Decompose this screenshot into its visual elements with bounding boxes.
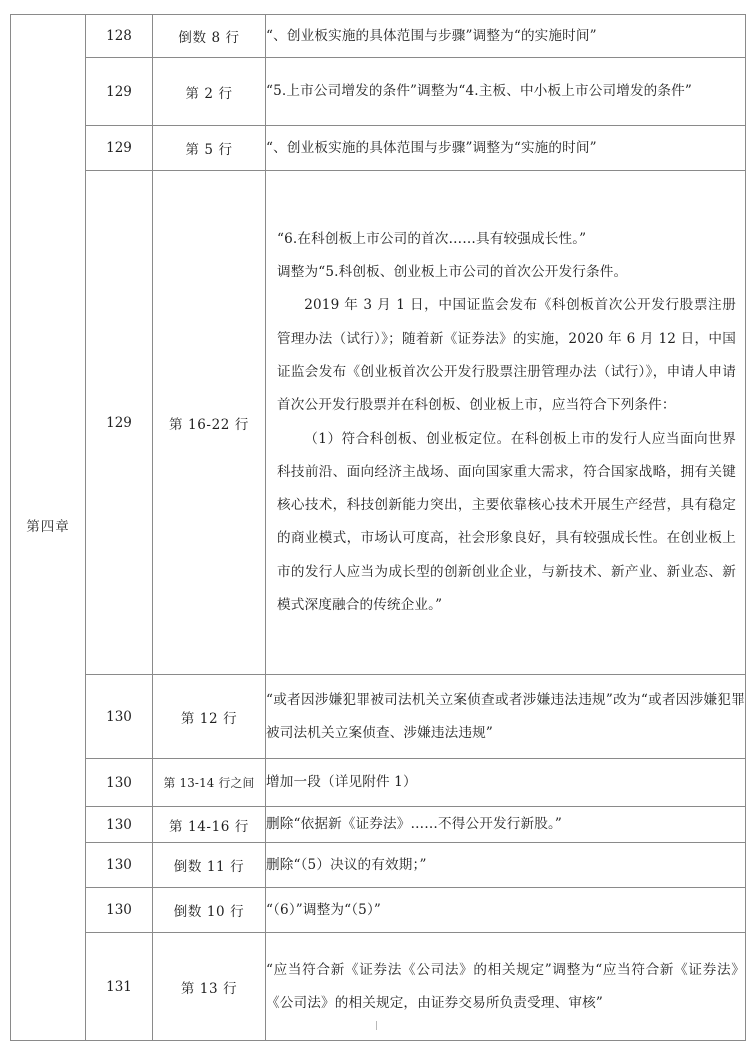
table-row	[11, 675, 746, 759]
description-cell	[266, 807, 746, 843]
page-footer-mark	[376, 1021, 377, 1030]
table-row	[11, 58, 746, 126]
description-line: “（6）”调整为“（5）”	[266, 901, 382, 918]
description-cell	[266, 58, 746, 126]
description-paragraph: 2019 年 3 月 1 日，中国证监会发布《科创板首次公开发行股票注册管理办法（试行）》；随着新《证券法》的实施，2020 年 6 月 12 日，中国证监会发布《创业板首次公开发行股票注册管理办法（试行）》，申请人申请首次公开发行股票并在科创板、创业板上市，应当符合下列条件：	[277, 297, 736, 414]
table-row	[11, 759, 746, 807]
page-number-cell: 129	[86, 171, 153, 675]
line-reference-cell: 第 12 行	[153, 675, 266, 759]
description-cell	[266, 15, 746, 58]
description-cell	[266, 126, 746, 171]
line-reference-cell: 第 13 行	[153, 933, 266, 1041]
page-number-cell: 130	[86, 759, 153, 807]
page-number-cell: 129	[86, 58, 153, 126]
page-number-cell: 128	[86, 15, 153, 58]
description-line: “应当符合新《证券法《公司法》的相关规定”调整为“应当符合新《证券法》《公司法》的相关规定，由证券交易所负责受理、审核”	[266, 962, 745, 1011]
description-cell	[266, 888, 746, 933]
table-row	[11, 888, 746, 933]
table-row	[11, 15, 746, 58]
table-row	[11, 807, 746, 843]
page-number-cell: 129	[86, 126, 153, 171]
line-reference-cell: 第 14-16 行	[153, 807, 266, 843]
description-line: 删除“依据新《证券法》……不得公开发行新股。”	[266, 816, 563, 833]
description-cell	[266, 171, 746, 675]
description-line: “5.上市公司增发的条件”调整为“4.主板、中小板上市公司增发的条件”	[266, 83, 693, 100]
table-row	[11, 171, 746, 675]
line-reference-cell: 倒数 11 行	[153, 843, 266, 888]
description-cell	[266, 675, 746, 759]
line-reference-cell: 第 13-14 行之间	[153, 759, 266, 807]
description-line: “或者因涉嫌犯罪被司法机关立案侦查或者涉嫌违法违规”改为“或者因涉嫌犯罪被司法机关立案侦查、涉嫌违法违规”	[266, 692, 745, 741]
description-line: “、创业板实施的具体范围与步骤”调整为“的实施时间”	[266, 27, 597, 44]
table-row	[11, 126, 746, 171]
line-reference-cell: 第 5 行	[153, 126, 266, 171]
table-body	[11, 15, 746, 1041]
description-paragraph: “6.在科创板上市公司的首次……具有较强成长性。”	[277, 230, 587, 247]
description-paragraph: （1）符合科创板、创业板定位。在科创板上市的发行人应当面向世界科技前沿、面向经济主战场、面向国家重大需求，符合国家战略，拥有关键核心技术，科技创新能力突出，主要依靠核心技术开展生产经营，具有稳定的商业模式，市场认可度高，社会形象良好，具有较强成长性。在创业板上市的发行人应当为成长型的创新创业企业，与新技术、新产业、新业态、新模式深度融合的传统企业。”	[277, 430, 736, 613]
table-row	[11, 843, 746, 888]
revision-table	[10, 14, 746, 1041]
line-reference-cell: 倒数 8 行	[153, 15, 266, 58]
page-number-cell: 130	[86, 888, 153, 933]
page-number-cell: 130	[86, 807, 153, 843]
page-number-cell: 130	[86, 843, 153, 888]
line-reference-cell: 第 2 行	[153, 58, 266, 126]
table-row	[11, 933, 746, 1041]
description-line: 增加一段（详见附件 1）	[266, 774, 417, 791]
line-reference-cell: 第 16-22 行	[153, 171, 266, 675]
description-cell	[266, 759, 746, 807]
page-number-cell: 130	[86, 675, 153, 759]
description-cell	[266, 843, 746, 888]
line-reference-cell: 倒数 10 行	[153, 888, 266, 933]
page-number-cell: 131	[86, 933, 153, 1041]
description-line: 删除“（5）决议的有效期；”	[266, 856, 427, 873]
description-cell	[266, 933, 746, 1041]
chapter-cell: 第四章	[11, 15, 86, 1041]
description-line: “、创业板实施的具体范围与步骤”调整为“实施的时间”	[266, 139, 597, 156]
description-paragraph: 调整为“5.科创板、创业板上市公司的首次公开发行条件。	[277, 264, 628, 281]
